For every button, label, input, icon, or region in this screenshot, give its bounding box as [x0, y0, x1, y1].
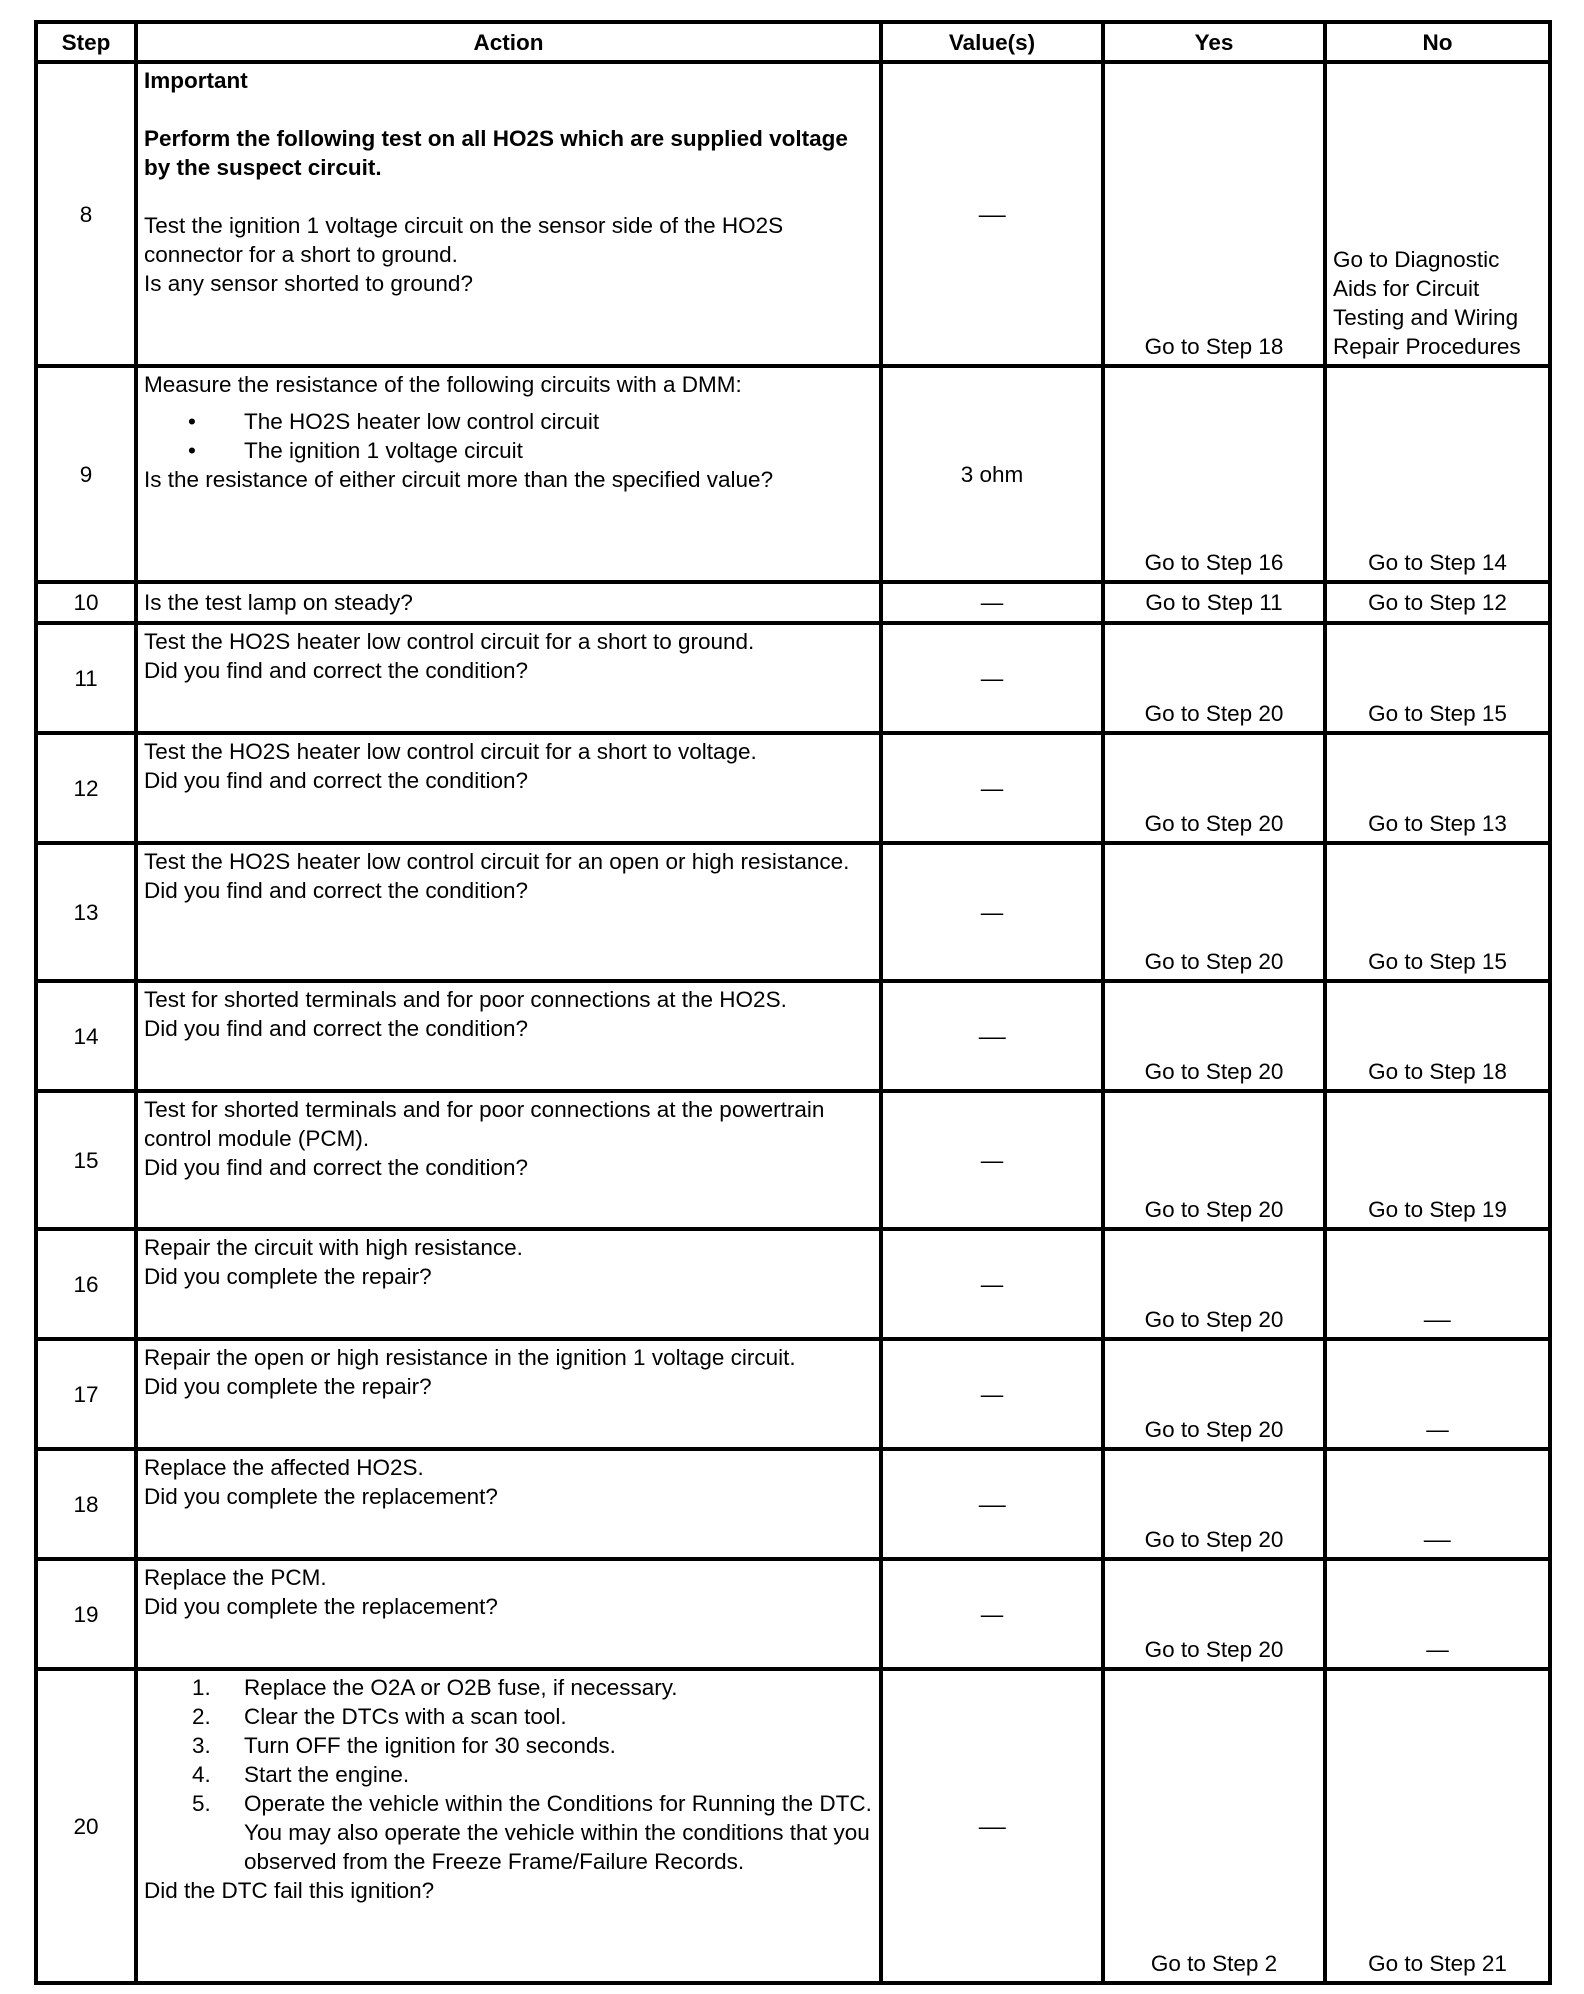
step-number: 13 — [36, 843, 136, 981]
step-number: 17 — [36, 1339, 136, 1449]
table-row — [36, 62, 1550, 366]
action-cell — [136, 1669, 881, 1983]
yes-cell: Go to Step 20 — [1103, 1449, 1325, 1559]
important-label: Important — [144, 68, 248, 93]
header-row — [36, 22, 1550, 62]
yes-cell: Go to Step 20 — [1103, 1559, 1325, 1669]
action-question: Did the DTC fail this ignition? — [144, 1878, 435, 1903]
yes-cell: Go to Step 20 — [1103, 1339, 1325, 1449]
action-question: Did you complete the replacement? — [144, 1484, 498, 1509]
value-cell: 3 ohm — [881, 366, 1103, 582]
step-number: 14 — [36, 981, 136, 1091]
value-cell: — — [881, 582, 1103, 623]
no-cell: Go to Step 13 — [1325, 733, 1550, 843]
important-text: Perform the following test on all HO2S which are supplied voltage by the suspect circuit. — [144, 126, 848, 180]
action-question: Did you find and correct the condition? — [144, 878, 528, 903]
step-number: 20 — [36, 1669, 136, 1983]
no-cell: Go to Step 12 — [1325, 582, 1550, 623]
no-cell: Go to Diagnostic Aids for Circuit Testing and Wiring Repair Procedures — [1325, 62, 1550, 366]
action-cell — [136, 1091, 881, 1229]
yes-cell: Go to Step 20 — [1103, 1091, 1325, 1229]
yes-cell: Go to Step 16 — [1103, 366, 1325, 582]
action-question: Did you find and correct the condition? — [144, 1155, 528, 1180]
value-cell: — — [881, 981, 1103, 1091]
step-number: 10 — [36, 582, 136, 623]
action-text: Test the HO2S heater low control circuit for a short to voltage. — [144, 739, 757, 764]
action-cell — [136, 1559, 881, 1669]
step-number: 16 — [36, 1229, 136, 1339]
table-row — [36, 1091, 1550, 1229]
value-cell: — — [881, 843, 1103, 981]
no-cell: — — [1325, 1229, 1550, 1339]
value-cell: — — [881, 62, 1103, 366]
diagnostic-table — [34, 20, 1552, 1985]
action-text: Test the HO2S heater low control circuit for an open or high resistance. — [144, 849, 850, 874]
action-cell — [136, 1449, 881, 1559]
table-row — [36, 1449, 1550, 1559]
step-number: 11 — [36, 623, 136, 733]
yes-cell: Go to Step 20 — [1103, 1229, 1325, 1339]
action-cell — [136, 62, 881, 366]
action-cell — [136, 733, 881, 843]
numbered-list — [144, 1673, 873, 1876]
action-cell — [136, 623, 881, 733]
list-item: 5. Operate the vehicle within the Conditions for Running the DTC. You may also operate the vehicle within the conditions that you observed from the Freeze Frame/Failure Records. — [192, 1791, 872, 1874]
action-text: Measure the resistance of the following circuits with a DMM: — [144, 372, 742, 397]
action-text: Repair the open or high resistance in the ignition 1 voltage circuit. — [144, 1345, 796, 1370]
value-cell: — — [881, 1339, 1103, 1449]
header-values: Value(s) — [881, 22, 1103, 62]
yes-cell: Go to Step 20 — [1103, 733, 1325, 843]
action-cell — [136, 1339, 881, 1449]
action-text: Test the ignition 1 voltage circuit on the sensor side of the HO2S connector for a short to ground. — [144, 213, 784, 267]
table-row — [36, 1559, 1550, 1669]
no-cell: Go to Step 15 — [1325, 623, 1550, 733]
list-item: 1. Replace the O2A or O2B fuse, if necessary. — [192, 1675, 678, 1700]
action-cell — [136, 981, 881, 1091]
value-cell: — — [881, 623, 1103, 733]
step-number: 12 — [36, 733, 136, 843]
step-number: 9 — [36, 366, 136, 582]
value-cell: — — [881, 1449, 1103, 1559]
action-cell — [136, 582, 881, 623]
no-cell: Go to Step 15 — [1325, 843, 1550, 981]
action-question: Is the test lamp on steady? — [144, 590, 413, 615]
no-cell: Go to Step 19 — [1325, 1091, 1550, 1229]
no-cell: Go to Step 14 — [1325, 366, 1550, 582]
header-action: Action — [136, 22, 881, 62]
action-question: Did you complete the replacement? — [144, 1594, 498, 1619]
action-question: Did you complete the repair? — [144, 1374, 432, 1399]
value-cell: — — [881, 1229, 1103, 1339]
step-number: 15 — [36, 1091, 136, 1229]
action-text: Repair the circuit with high resistance. — [144, 1235, 523, 1260]
no-cell: — — [1325, 1559, 1550, 1669]
value-cell: — — [881, 1669, 1103, 1983]
action-question: Is the resistance of either circuit more than the specified value? — [144, 467, 774, 492]
action-question: Did you find and correct the condition? — [144, 658, 528, 683]
table-row — [36, 843, 1550, 981]
yes-cell: Go to Step 20 — [1103, 843, 1325, 981]
value-cell: — — [881, 1091, 1103, 1229]
table-row — [36, 366, 1550, 582]
yes-cell: Go to Step 20 — [1103, 981, 1325, 1091]
list-item: 2. Clear the DTCs with a scan tool. — [192, 1704, 567, 1729]
list-item: • The HO2S heater low control circuit — [188, 407, 873, 436]
yes-cell: Go to Step 11 — [1103, 582, 1325, 623]
value-cell: — — [881, 1559, 1103, 1669]
action-text: Replace the affected HO2S. — [144, 1455, 424, 1480]
list-item: 4. Start the engine. — [192, 1762, 410, 1787]
action-cell — [136, 843, 881, 981]
list-item: • The ignition 1 voltage circuit — [188, 436, 873, 465]
action-question: Did you find and correct the condition? — [144, 1016, 528, 1041]
action-question: Did you complete the repair? — [144, 1264, 432, 1289]
table-row — [36, 1669, 1550, 1983]
action-text: Test for shorted terminals and for poor connections at the HO2S. — [144, 987, 787, 1012]
step-number: 18 — [36, 1449, 136, 1559]
table-row — [36, 1339, 1550, 1449]
yes-cell: Go to Step 20 — [1103, 623, 1325, 733]
table-row — [36, 582, 1550, 623]
no-cell: — — [1325, 1339, 1550, 1449]
action-question: Did you find and correct the condition? — [144, 768, 528, 793]
no-cell: — — [1325, 1449, 1550, 1559]
yes-cell: Go to Step 18 — [1103, 62, 1325, 366]
header-step: Step — [36, 22, 136, 62]
table-row — [36, 623, 1550, 733]
table-row — [36, 733, 1550, 843]
action-cell — [136, 1229, 881, 1339]
table-row — [36, 981, 1550, 1091]
value-cell: — — [881, 733, 1103, 843]
no-cell: Go to Step 21 — [1325, 1669, 1550, 1983]
step-number: 8 — [36, 62, 136, 366]
action-text: Replace the PCM. — [144, 1565, 327, 1590]
action-question: Is any sensor shorted to ground? — [144, 271, 473, 296]
table-row — [36, 1229, 1550, 1339]
action-text: Test for shorted terminals and for poor connections at the powertrain control module (PCM). — [144, 1097, 825, 1151]
bullet-list — [144, 407, 873, 465]
action-text: Test the HO2S heater low control circuit for a short to ground. — [144, 629, 755, 654]
no-cell: Go to Step 18 — [1325, 981, 1550, 1091]
header-no: No — [1325, 22, 1550, 62]
yes-cell: Go to Step 2 — [1103, 1669, 1325, 1983]
header-yes: Yes — [1103, 22, 1325, 62]
step-number: 19 — [36, 1559, 136, 1669]
action-cell — [136, 366, 881, 582]
list-item: 3. Turn OFF the ignition for 30 seconds. — [192, 1733, 616, 1758]
